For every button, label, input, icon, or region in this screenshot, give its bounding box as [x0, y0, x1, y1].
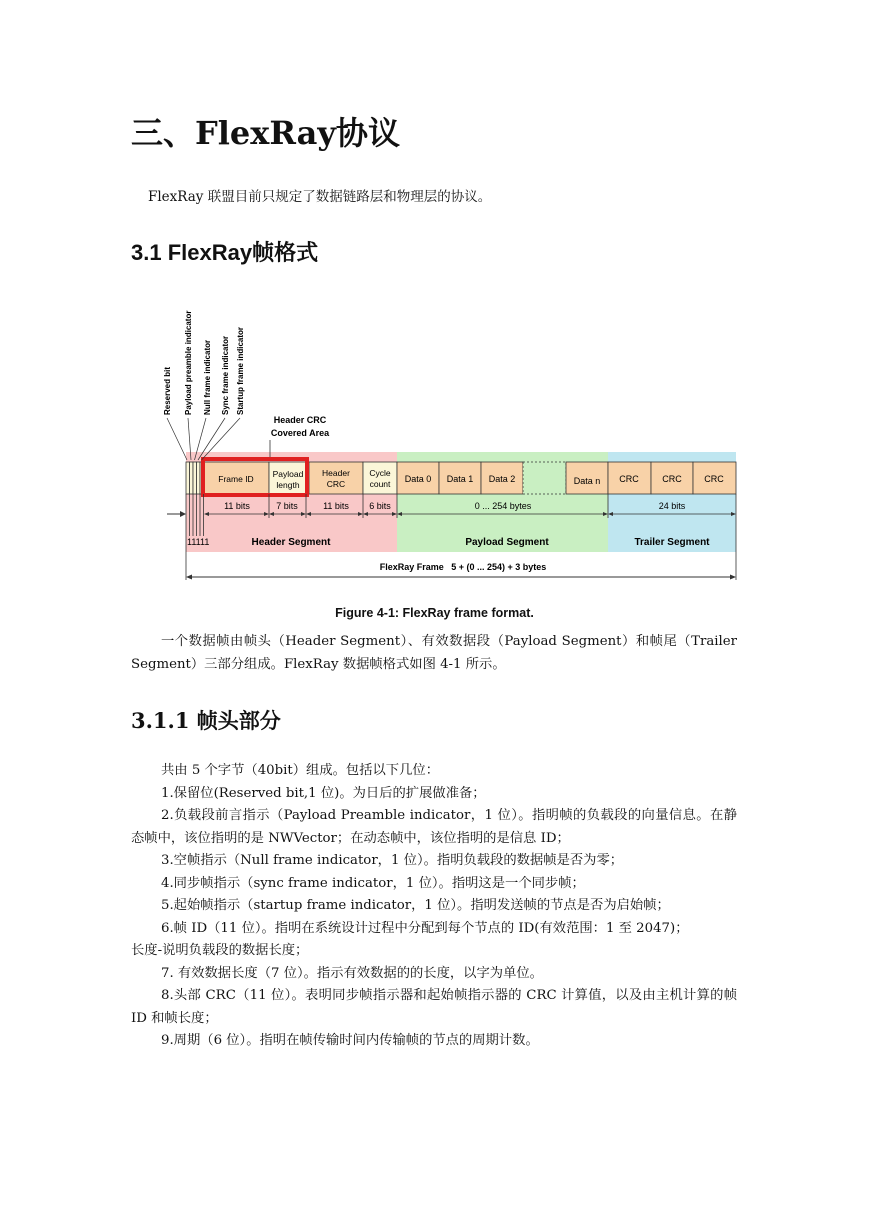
- list-item: 2.负载段前言指示（Payload Preamble indicator，1 位）。指明帧的负载段的向量信息。在静态帧中，该位指明的是 NWVector；在动态帧中，该位指明的是信息 ID；: [131, 808, 737, 846]
- list-item: 3.空帧指示（Null frame indicator，1 位）。指明负载段的数据帧是否为零；: [161, 853, 624, 868]
- cycle-label-2: count: [369, 479, 391, 489]
- payload-width: 0 ... 254 bytes: [474, 501, 532, 511]
- payload-segment-label: Payload Segment: [465, 537, 549, 548]
- list-item: 8.头部 CRC（11 位）。表明同步帧指示器和起始帧指示器的 CRC 计算值，以及由主机计算的帧 ID 和帧长度；: [131, 988, 737, 1026]
- indicator-bits-value: 11111: [187, 537, 210, 547]
- frame-description: [131, 631, 737, 676]
- list-item: 共由 5 个字节（40bit）组成。包括以下几位：: [161, 763, 439, 778]
- list-item: 6.帧 ID（11 位）。指明在系统设计过程中分配到每个节点的 ID(有效范围：1 至 2047)；: [161, 920, 689, 936]
- trailer-segment-label: Trailer Segment: [634, 537, 710, 548]
- frame-left-arrow: [167, 511, 186, 517]
- datan-label: Data n: [573, 476, 601, 486]
- frame-length-arrow: [186, 575, 736, 580]
- flexray-frame-figure: [150, 300, 750, 590]
- frame-id-label: Frame ID: [218, 474, 254, 484]
- crc1-label: CRC: [619, 474, 639, 484]
- cycle-count-field: [363, 462, 397, 494]
- frame-length-label: FlexRay Frame 5 + (0 ... 254) + 3 bytes: [379, 562, 547, 572]
- cycle-width: 6 bits: [369, 501, 391, 511]
- header-crc-label-2: CRC: [326, 479, 346, 489]
- intro-text: FlexRay 联盟目前只规定了数据链路层和物理层的协议。: [148, 189, 492, 205]
- header-crc-width: 11 bits: [323, 501, 349, 511]
- list-item: 7. 有效数据长度（7 位）。指示有效数据的的长度，以字为单位。: [161, 965, 543, 981]
- header-crc-field: [309, 462, 363, 494]
- section-title: 三、FlexRay协议: [131, 114, 400, 152]
- covered-area-title-1: Header CRC: [273, 415, 327, 425]
- indicator-bits: [186, 462, 204, 494]
- crc3-label: CRC: [704, 474, 724, 484]
- payload-length-width: 7 bits: [276, 501, 298, 511]
- indicator-label-sync-frame: Sync frame indicator: [221, 335, 230, 415]
- data-ellipsis-field: [523, 462, 566, 494]
- data0-label: Data 0: [404, 474, 432, 484]
- indicator-label-reserved: Reserved bit: [163, 366, 172, 415]
- payload-length-label-1: Payload: [272, 469, 304, 479]
- indicator-label-null-frame: Null frame indicator: [203, 339, 212, 415]
- indicator-label-payload-preamble: Payload preamble indicator: [184, 310, 193, 415]
- list-item: 9.周期（6 位）。指明在帧传输时间内传输帧的节点的周期计数。: [161, 1033, 539, 1048]
- data2-label: Data 2: [488, 474, 516, 484]
- list-item: 4.同步帧指示（sync frame indicator，1 位）。指明这是一个同步帧；: [161, 875, 585, 891]
- frame-id-width: 11 bits: [224, 501, 250, 511]
- frame-description-text: 一个数据帧由帧头（Header Segment）、有效数据段（Payload Segment）和帧尾（Trailer Segment）三部分组成。FlexRay 数据帧格式如图 4-1 所示。: [131, 634, 737, 672]
- list-item: 1.保留位(Reserved bit,1 位)。为日后的扩展做准备；: [161, 785, 486, 801]
- subsection-title: 3.1 FlexRay帧格式: [131, 240, 319, 265]
- crc2-label: CRC: [662, 474, 682, 484]
- payload-length-label-2: length: [276, 480, 300, 490]
- header-segment-label: Header Segment: [251, 537, 331, 548]
- figure-caption: Figure 4-1: FlexRay frame format.: [335, 606, 534, 620]
- covered-area-title-2: Covered Area: [270, 428, 330, 438]
- header-fields-list: [131, 760, 737, 1053]
- indicator-label-startup-frame: Startup frame indicator: [236, 326, 245, 415]
- data1-label: Data 1: [446, 474, 474, 484]
- subsubsection-title: 3.1.1 帧头部分: [131, 708, 281, 733]
- trailer-width: 24 bits: [658, 501, 686, 511]
- list-item: 5.起始帧指示（startup frame indicator，1 位）。指明发送帧的节点是否为启始帧；: [161, 898, 670, 913]
- cycle-label-1: Cycle: [369, 468, 391, 478]
- list-item: 长度-说明负载段的数据长度；: [131, 943, 309, 958]
- header-crc-label-1: Header: [322, 468, 350, 478]
